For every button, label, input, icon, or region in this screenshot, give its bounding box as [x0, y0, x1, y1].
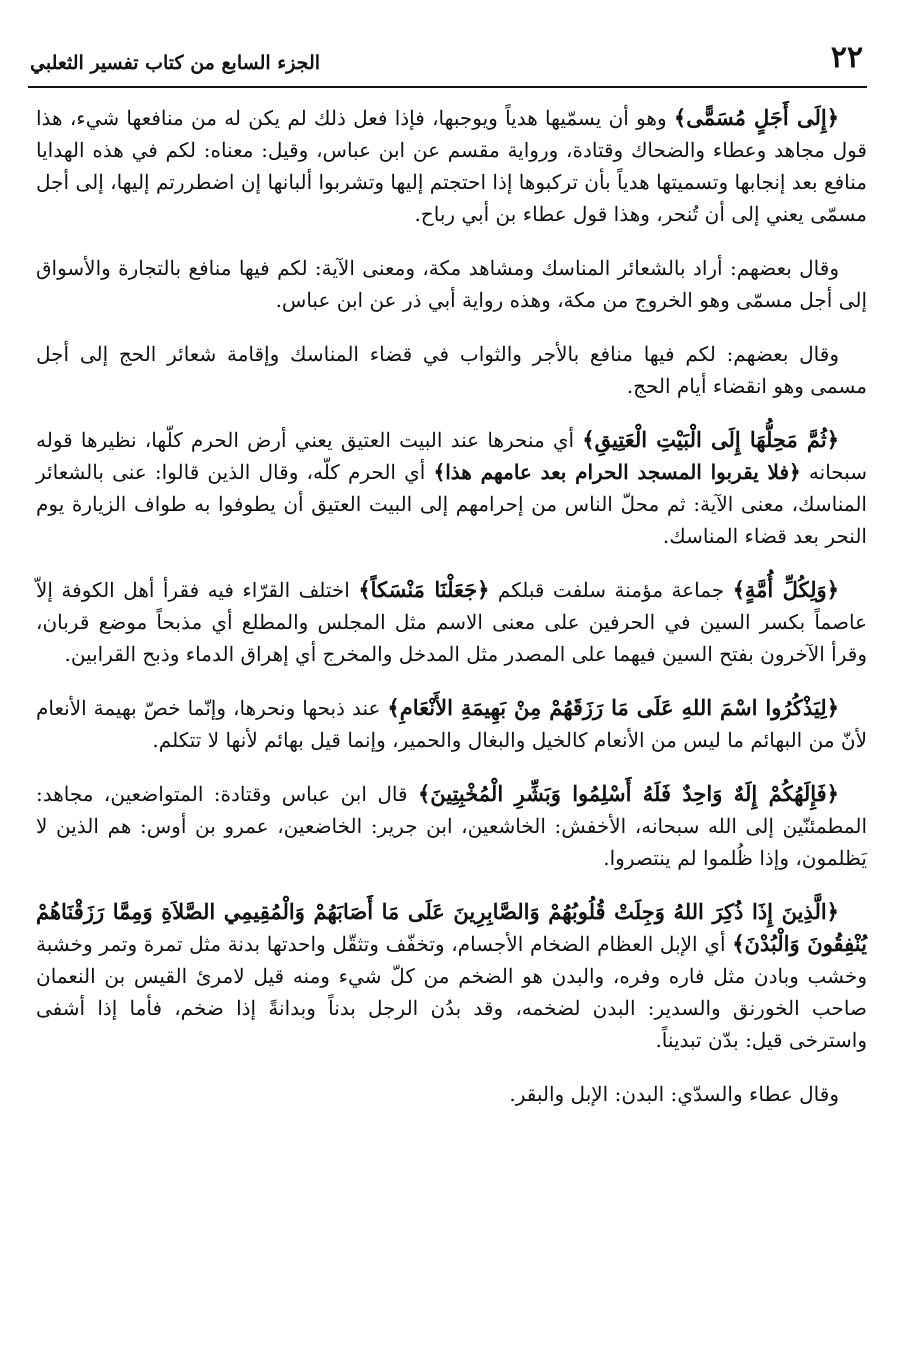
paragraph: [36, 896, 867, 1056]
paragraph-text: عند ذبحها ونحرها، وإنّما خصّ بهيمة الأنعام لأنّ من البهائم ما ليس من الأنعام كالخيل والبغال والحمير، وإنما قيل بهائم لأنها لا تتكلم.: [36, 696, 867, 752]
quran-verse: ﴿جَعَلْنَا مَنْسَكاً﴾: [358, 577, 490, 602]
paragraph-text: وقال بعضهم: لكم فيها منافع بالأجر والثواب في قضاء المناسك وإقامة شعائر الحج إلى أجل مسمى وهو انقضاء أيام الحج.: [36, 342, 867, 398]
page-body: [36, 102, 867, 1132]
quran-verse: ﴿وَلِكُلِّ أُمَّةٍ﴾: [732, 577, 840, 602]
paragraph: [36, 574, 867, 670]
paragraph-text: وقال بعضهم: أراد بالشعائر المناسك ومشاهد مكة، ومعنى الآية: لكم فيها منافع بالتجارة والأسواق إلى أجل مسمّى وهو الخروج من مكة، وهذه رواية أبي ذر عن ابن عباس.: [36, 256, 867, 312]
paragraph-text: وهو أن يسمّيها هدياً ويوجبها، فإذا فعل ذلك لم يكن له من منافعها شيء، هذا قول مجاهد وعطاء والضحاك وقتادة، ورواية مقسم عن ابن عباس، وقيل: معناه: لكم في هذه الهدايا منافع بعد إنجابها وتسميتها هدياً بأن تركبوها إذا احتجتم إليها وتشربوا ألبانها إن اضطررتم إليها، إلى أجل مسمّى يعني إلى أن تُنحر، وهذا قول عطاء بن أبي رباح.: [36, 106, 867, 226]
paragraph: [36, 252, 867, 316]
paragraph: [36, 338, 867, 402]
paragraph: [36, 102, 867, 230]
page-number: ٢٢: [830, 40, 863, 75]
paragraph: [36, 1078, 867, 1110]
page-header: [28, 36, 867, 88]
quran-verse: ﴿لِيَذْكُرُوا اسْمَ اللهِ عَلَى مَا رَزَقَهُمْ مِنْ بَهِيمَةِ الأَنْعَامِ﴾: [387, 695, 839, 720]
paragraph-text: أي الحرم كلّه، وقال الذين قالوا: عنى بالشعائر المناسك، معنى الآية: ثم محلّ الناس من إحرامهم إلى البيت العتيق أن يطوفوا به طواف الزيارة يوم النحر بعد قضاء المناسك.: [36, 460, 867, 548]
quran-verse: ﴿ثُمَّ مَحِلُّهَا إِلَى الْبَيْتِ الْعَتِيقِ﴾: [582, 427, 839, 452]
paragraph: [36, 692, 867, 756]
paragraph-text: أي منحرها عند البيت العتيق يعني أرض الحرم كلّها، نظيرها قوله سبحانه: [36, 428, 868, 484]
quran-verse: ﴿إِلَى أَجَلٍ مُسَمًّى﴾: [673, 105, 839, 130]
paragraph-text: اختلف القرّاء فيه فقرأ أهل الكوفة إلاّ عاصماً بكسر السين في الحرفين على معنى الاسم مثل المجلس والمطلع أي مذبحاً موضع قربان، وقرأ الآخرون بفتح السين فيهما على المصدر مثل المدخل والمخرج أي إهراق الدماء وذبح القرابين.: [36, 578, 867, 666]
paragraph: [36, 778, 867, 874]
running-title: الجزء السابع من كتاب تفسير الثعلبي: [30, 52, 321, 74]
paragraph-text: أي الإبل العظام الضخام الأجسام، وتخفّف وتثقّل واحدتها بدنة مثل تمرة وتمر وخشبة وخشب وبادن مثل فاره وفره، والبدن هو الضخم من كلّ شيء ومنه قيل لامرئ القيس بن النعمان صاحب الخورنق والسدير: البدن لضخمه، وقد بدُن الرجل بدناً وبدانةً إذا ضخم، فأما إذا أشفى واسترخى قيل: بدّن تبديناً.: [36, 932, 867, 1052]
quran-citation: ﴿فلا يقربوا المسجد الحرام بعد عامهم هذا﴾: [433, 460, 801, 484]
paragraph-text: وقال عطاء والسدّي: البدن: الإبل والبقر.: [509, 1082, 839, 1106]
paragraph: [36, 424, 867, 552]
quran-verse: ﴿فَإِلَهُكُمْ إِلَهٌ وَاحِدٌ فَلَهُ أَسْلِمُوا وَبَشِّرِ الْمُخْبِتِينَ﴾: [417, 781, 839, 806]
paragraph-text: جماعة مؤمنة سلفت قبلكم: [489, 578, 733, 602]
quran-verse: ﴿الَّذِينَ إِذَا ذُكِرَ اللهُ وَجِلَتْ قُلُوبُهُمْ وَالصَّابِرِينَ عَلَى مَا أَصَابَهُمْ وَالْمُقِيمِي الصَّلاَةِ وَمِمَّا رَزَقْنَاهُمْ يُنْفِقُونَ وَالْبُدْنَ﴾: [36, 899, 867, 956]
paragraph-text: قال ابن عباس وقتادة: المتواضعين، مجاهد: المطمئنّين إلى الله سبحانه، الأخفش: الخاشعين، ابن جرير: الخاضعين، عمرو بن أوس: هم الذين لا يَظلمون، وإذا ظُلموا لم ينتصروا.: [36, 782, 867, 870]
